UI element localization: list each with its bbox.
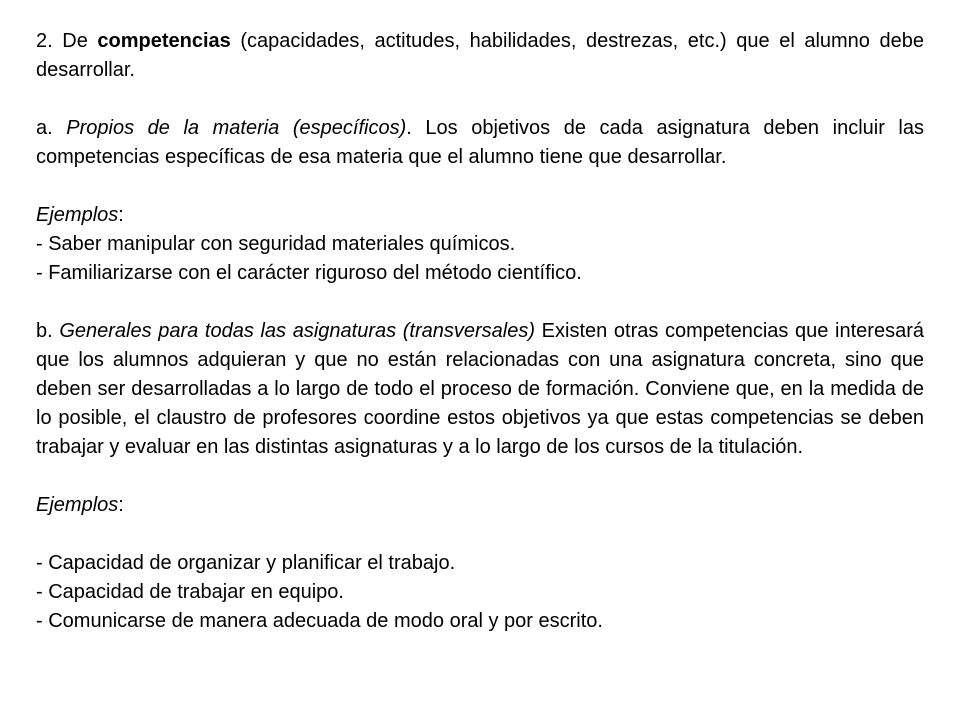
examples-a-item: - Familiarizarse con el carácter riguroso del método científico.	[36, 262, 582, 284]
examples-a-label: Ejemplos	[36, 204, 119, 226]
section-b-paragraph	[36, 317, 924, 462]
spacer	[36, 462, 924, 491]
examples-b-heading	[36, 491, 924, 520]
document-body	[36, 27, 924, 636]
section-a-title: Propios de la materia (específicos)	[66, 117, 407, 139]
section-2-keyword: competencias	[97, 30, 231, 52]
spacer	[36, 172, 924, 201]
examples-a-heading	[36, 201, 924, 230]
spacer	[36, 85, 924, 114]
section-2-paragraph	[36, 27, 924, 85]
section-b-text: Existen otras competencias que interesará que los alumnos adquieran y que no están relacionadas con una asignatura concreta, sino que deben ser desarrolladas a lo largo de todo el proceso de formación. Conviene que, en la medida de lo posible, el claustro de profesores coordine estos objetivos ya que estas competencias se deben trabajar y evaluar en las distintas asignaturas y a lo largo de los cursos de la titulación.	[36, 320, 924, 458]
section-a-paragraph	[36, 114, 924, 172]
examples-b-item: - Capacidad de trabajar en equipo.	[36, 581, 344, 603]
examples-a-item: - Saber manipular con seguridad materiales químicos.	[36, 233, 516, 255]
spacer	[36, 520, 924, 549]
section-b-title: Generales para todas las asignaturas (transversales)	[59, 320, 536, 342]
examples-b-label: Ejemplos	[36, 494, 119, 516]
spacer	[36, 288, 924, 317]
section-2-text: (capacidades, actitudes, habilidades, destrezas, etc.) que el alumno debe desarrollar.	[36, 30, 924, 81]
section-b-prefix: b.	[36, 320, 60, 342]
section-a-text: . Los objetivos de cada asignatura deben incluir las competencias específicas de esa materia que el alumno tiene que desarrollar.	[36, 117, 924, 168]
examples-b-colon: :	[118, 494, 124, 516]
examples-b-item: - Comunicarse de manera adecuada de modo oral y por escrito.	[36, 610, 603, 632]
section-a-prefix: a.	[36, 117, 67, 139]
examples-a-colon: :	[118, 204, 124, 226]
examples-b-item: - Capacidad de organizar y planificar el trabajo.	[36, 552, 456, 574]
section-2-prefix: 2. De	[36, 30, 98, 52]
